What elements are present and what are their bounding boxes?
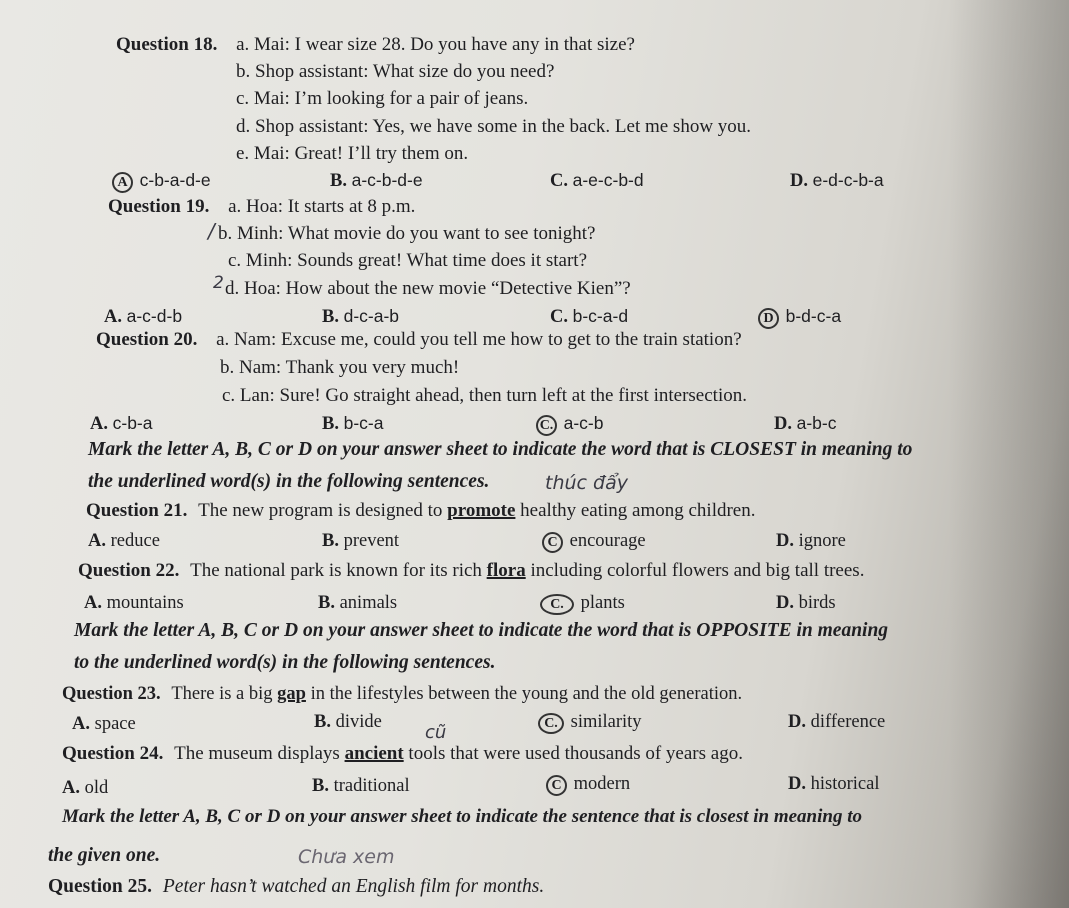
q21-stem [86, 499, 755, 523]
q19-line-b: b. Minh: What movie do you want to see tonight? [218, 223, 596, 244]
q24-option-b-letter: B. [312, 776, 329, 796]
q19-line-a [108, 195, 415, 219]
handwritten-note-old: cũ [425, 722, 447, 743]
q23-option-b[interactable] [314, 710, 382, 734]
q20-line-b: b. Nam: Thank you very much! [220, 357, 460, 378]
q20-option-d[interactable] [774, 411, 837, 436]
q19-option-d-letter: D [758, 308, 779, 329]
q23-option-c-text: similarity [570, 712, 642, 732]
q24-option-c-text: modern [573, 774, 631, 794]
q20-option-b[interactable] [322, 411, 383, 436]
q18-option-c[interactable] [550, 168, 644, 193]
q21-option-c[interactable] [542, 529, 646, 553]
handwritten-note-promote: thúc đẩy [545, 472, 628, 494]
q20-option-c-letter: C. [536, 415, 557, 436]
q22-option-a-letter: A. [84, 593, 102, 613]
instruction-closest-line1: Mark the letter A, B, C or D on your answer sheet to indicate the word that is CLOSEST in meaning to [88, 439, 913, 460]
q21-option-b-letter: B. [322, 531, 339, 551]
q22-option-b[interactable] [318, 591, 397, 615]
q23-underlined-word: gap [277, 684, 306, 704]
q22-stem [78, 559, 864, 583]
q21-option-a[interactable] [88, 529, 160, 553]
q18-line-a [116, 33, 635, 57]
q23-option-a-letter: A. [72, 714, 90, 734]
q24-option-a[interactable] [62, 776, 108, 800]
q21-option-d[interactable] [776, 529, 846, 553]
q18-option-b[interactable] [330, 168, 423, 193]
q18-option-d[interactable] [790, 168, 884, 193]
q22-option-b-text: animals [339, 593, 398, 613]
q21-label: Question 21. [86, 500, 188, 521]
instruction-opposite-line1: Mark the letter A, B, C or D on your answer sheet to indicate the word that is OPPOSITE in meaning [74, 620, 889, 641]
q19-option-a-text: a-c-d-b [126, 306, 183, 326]
q18-option-b-text: a-c-b-d-e [351, 170, 423, 190]
q23-option-a[interactable] [72, 712, 136, 736]
q19-option-a-letter: A. [104, 307, 122, 327]
q23-label: Question 23. [62, 684, 161, 704]
q25-stem [48, 875, 544, 899]
q18-line-d: d. Shop assistant: Yes, we have some in the back. Let me show you. [236, 116, 752, 137]
q24-label: Question 24. [62, 743, 164, 764]
q22-option-a[interactable] [84, 591, 184, 615]
q25-text: Peter hasn’t watched an English film for months. [162, 876, 545, 897]
q24-text-after: tools that were used thousands of years ago. [403, 743, 743, 764]
q24-option-a-letter: A. [62, 778, 80, 798]
q18-option-a-text: c-b-a-d-e [139, 170, 211, 190]
q20-label: Question 20. [96, 329, 198, 350]
q22-option-d[interactable] [776, 591, 836, 615]
q18-option-d-text: e-d-c-b-a [812, 170, 884, 190]
q21-underlined-word: promote [447, 500, 516, 521]
q23-option-d-text: difference [810, 712, 886, 732]
q23-option-d-letter: D. [788, 712, 806, 732]
instruction-sentence-line1: Mark the letter A, B, C or D on your answer sheet to indicate the sentence that is closest in meaning to [62, 806, 862, 827]
q21-text-after: healthy eating among children. [515, 500, 756, 521]
q22-text-before: The national park is known for its rich [190, 560, 487, 581]
q18-text-a: a. Mai: I wear size 28. Do you have any in that size? [236, 34, 635, 55]
q19-label: Question 19. [108, 196, 210, 217]
q22-option-c[interactable] [540, 591, 625, 615]
q21-option-d-text: ignore [798, 531, 846, 551]
q20-line-c: c. Lan: Sure! Go straight ahead, then turn left at the first intersection. [222, 385, 747, 406]
q19-line-d: d. Hoa: How about the new movie “Detective Kien”? [225, 278, 631, 299]
q20-option-d-letter: D. [774, 414, 792, 434]
q18-option-c-text: a-e-c-b-d [572, 170, 644, 190]
q22-underlined-word: flora [486, 560, 526, 581]
q24-stem [62, 742, 743, 766]
q24-option-d[interactable] [788, 772, 879, 796]
q24-option-d-text: historical [810, 774, 880, 794]
q19-option-c-letter: C. [550, 307, 568, 327]
q19-line-c: c. Minh: Sounds great! What time does it start? [228, 250, 587, 271]
q18-option-a-letter: A [112, 172, 133, 193]
q21-option-b[interactable] [322, 529, 399, 553]
q22-option-c-letter: C. [540, 594, 574, 615]
q21-option-a-letter: A. [88, 531, 106, 551]
q21-text-before: The new program is designed to [198, 500, 448, 521]
q20-option-c[interactable] [536, 411, 604, 436]
q22-option-c-text: plants [580, 593, 625, 613]
q24-option-a-text: old [84, 778, 109, 798]
q18-label: Question 18. [116, 34, 218, 55]
q19-option-d[interactable] [758, 304, 841, 329]
page-edge-shadow [949, 0, 1069, 908]
handwritten-note-given: Chưa xem [298, 846, 395, 868]
q21-option-a-text: reduce [110, 531, 160, 551]
q23-option-c-letter: C. [538, 713, 564, 734]
q22-option-b-letter: B. [318, 593, 335, 613]
instruction-opposite-line2: to the underlined word(s) in the following sentences. [74, 652, 496, 673]
q24-text-before: The museum displays [174, 743, 345, 764]
q23-option-b-text: divide [335, 712, 382, 732]
q18-option-c-letter: C. [550, 171, 568, 191]
q18-line-c: c. Mai: I’m looking for a pair of jeans. [236, 88, 529, 109]
q19-option-b[interactable] [322, 304, 399, 329]
q20-option-b-letter: B. [322, 414, 339, 434]
q23-option-d[interactable] [788, 710, 885, 734]
q20-option-b-text: b-c-a [343, 413, 384, 433]
q20-option-c-text: a-c-b [563, 413, 604, 433]
q20-option-a-text: c-b-a [112, 413, 153, 433]
q19-option-b-letter: B. [322, 307, 339, 327]
q23-text-after: in the lifestyles between the young and the old generation. [305, 684, 743, 704]
handwritten-tick-1: / [208, 219, 215, 243]
q20-text-a: a. Nam: Excuse me, could you tell me how to get to the train station? [216, 329, 742, 350]
q20-option-a-letter: A. [90, 414, 108, 434]
q20-option-d-text: a-b-c [796, 413, 837, 433]
q23-option-b-letter: B. [314, 712, 331, 732]
q22-option-d-letter: D. [776, 593, 794, 613]
q21-option-c-letter: C [542, 532, 563, 553]
q24-option-b-text: traditional [333, 776, 410, 796]
q23-stem [62, 682, 742, 706]
q22-label: Question 22. [78, 560, 180, 581]
q24-underlined-word: ancient [344, 743, 404, 764]
q20-line-a [96, 328, 742, 352]
q24-option-d-letter: D. [788, 774, 806, 794]
q24-option-c-letter: C [546, 775, 567, 796]
q22-option-d-text: birds [798, 593, 836, 613]
q24-option-c[interactable] [546, 772, 630, 796]
q19-option-b-text: d-c-a-b [343, 306, 400, 326]
q19-option-a[interactable] [104, 304, 182, 329]
q18-line-e: e. Mai: Great! I’ll try them on. [236, 143, 469, 164]
q23-text-before: There is a big [171, 684, 278, 704]
q19-option-d-text: b-d-c-a [785, 306, 842, 326]
q19-option-c-text: b-c-a-d [572, 306, 629, 326]
handwritten-tick-2: 2 [213, 273, 224, 293]
instruction-sentence-line2: the given one. [48, 845, 161, 866]
q19-option-c[interactable] [550, 304, 628, 329]
q20-option-a[interactable] [90, 411, 153, 436]
q21-option-b-text: prevent [343, 531, 400, 551]
q18-option-a[interactable] [112, 168, 211, 193]
q23-option-a-text: space [94, 714, 136, 734]
q24-option-b[interactable] [312, 774, 410, 798]
q18-option-b-letter: B. [330, 171, 347, 191]
q22-option-a-text: mountains [106, 593, 184, 613]
q21-option-c-text: encourage [569, 531, 646, 551]
q18-line-b: b. Shop assistant: What size do you need? [236, 61, 555, 82]
q18-option-d-letter: D. [790, 171, 808, 191]
q19-text-a: a. Hoa: It starts at 8 p.m. [228, 196, 416, 217]
q21-option-d-letter: D. [776, 531, 794, 551]
instruction-closest-line2: the underlined word(s) in the following sentences. [88, 471, 490, 492]
q23-option-c[interactable] [538, 710, 642, 734]
q25-label: Question 25. [48, 876, 153, 897]
q22-text-after: including colorful flowers and big tall trees. [525, 560, 865, 581]
